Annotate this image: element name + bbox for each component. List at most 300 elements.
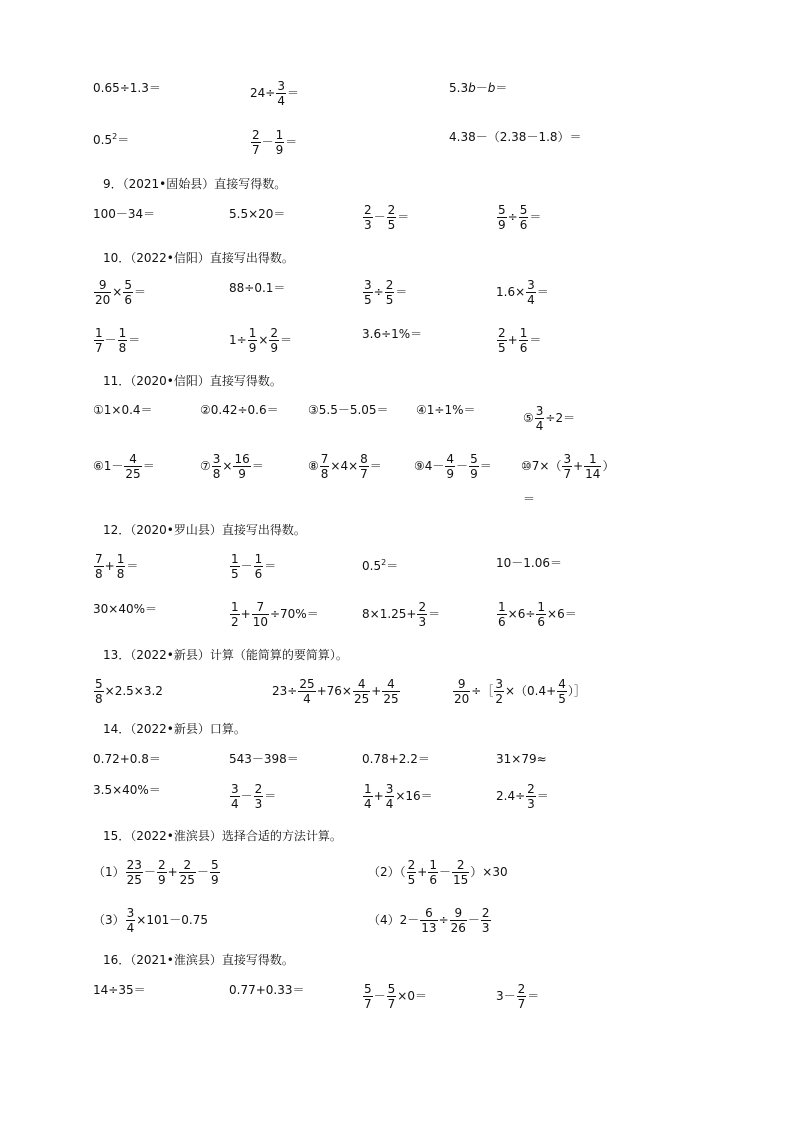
expression-text: ÷70%＝ bbox=[269, 607, 319, 621]
fraction bbox=[481, 906, 491, 935]
expression-text: － bbox=[240, 789, 253, 803]
fraction-denominator: 9 bbox=[470, 467, 478, 481]
expression-text: － bbox=[438, 865, 451, 879]
expression-text: － bbox=[240, 559, 253, 573]
fraction bbox=[557, 677, 567, 706]
expr-12f bbox=[229, 600, 319, 629]
expression-text: ×（0.4+ bbox=[504, 684, 557, 698]
fraction bbox=[124, 452, 141, 481]
expression-text: + bbox=[507, 333, 518, 347]
question-11-heading: 11．（2020•信阳）直接写得数。 bbox=[103, 374, 282, 388]
expression-text: + bbox=[240, 607, 251, 621]
fraction-denominator: 8 bbox=[95, 692, 103, 706]
fraction-denominator: 2 bbox=[231, 615, 239, 629]
fraction bbox=[382, 677, 399, 706]
fraction-numerator: 3 bbox=[535, 404, 544, 418]
question-15-heading: 15．（2022•淮滨县）选择合适的方法计算。 bbox=[103, 829, 342, 843]
fraction-numerator: 5 bbox=[210, 858, 219, 872]
fraction bbox=[252, 600, 269, 629]
fraction-denominator: 7 bbox=[517, 997, 526, 1011]
expression-text: 31×79≈ bbox=[496, 752, 547, 766]
fraction bbox=[519, 326, 529, 355]
expr-12c bbox=[362, 556, 398, 573]
expression-text: ⑧ bbox=[308, 459, 319, 473]
fraction-denominator: 9 bbox=[270, 341, 279, 355]
question-14-heading: 14．（2022•新县）口算。 bbox=[103, 722, 246, 736]
expression-text: ②0.42÷0.6＝ bbox=[200, 403, 279, 417]
expression-text: ×4× bbox=[330, 459, 359, 473]
expression-text: ⑤ bbox=[523, 411, 534, 425]
expr-9d bbox=[496, 203, 541, 232]
fraction-numerator: 1 bbox=[116, 552, 125, 566]
fraction bbox=[94, 278, 111, 307]
expression-text: （1） bbox=[93, 865, 125, 879]
fraction-denominator: 5 bbox=[385, 293, 394, 307]
fraction-denominator: 6 bbox=[498, 615, 506, 629]
fraction-numerator: 4 bbox=[558, 677, 566, 691]
fraction bbox=[210, 858, 220, 887]
fraction-numerator: 1 bbox=[95, 326, 103, 340]
expression-text: ×2.5×3.2 bbox=[104, 684, 163, 698]
fraction bbox=[450, 906, 467, 935]
fraction-numerator: 9 bbox=[453, 677, 470, 692]
fraction-numerator: 2 bbox=[407, 858, 416, 872]
expression-text: （2）（ bbox=[368, 865, 406, 879]
expr-10e bbox=[93, 326, 140, 355]
fraction bbox=[526, 782, 536, 811]
expression-text: 0.78+2.2＝ bbox=[362, 752, 430, 766]
expression-text: × bbox=[258, 333, 269, 347]
fraction-denominator: 7 bbox=[387, 997, 396, 1011]
expression-text: － bbox=[475, 81, 488, 95]
fraction-numerator: 2 bbox=[270, 326, 279, 340]
expr-11d bbox=[416, 403, 476, 417]
fraction-numerator: 4 bbox=[446, 452, 455, 466]
expression-text: ÷ bbox=[507, 210, 518, 224]
expr-14f bbox=[229, 782, 276, 811]
fraction-denominator: 7 bbox=[95, 341, 103, 355]
fraction-denominator: 25 bbox=[383, 692, 399, 706]
expression-text: ＝ bbox=[479, 459, 492, 473]
expr-11j-equals bbox=[523, 492, 535, 506]
fraction bbox=[359, 452, 369, 481]
expr-11j bbox=[521, 452, 614, 481]
fraction-denominator: 4 bbox=[535, 419, 544, 433]
fraction bbox=[526, 278, 536, 307]
expression-text: + bbox=[417, 865, 428, 879]
fraction-numerator: 1 bbox=[254, 552, 263, 566]
fraction bbox=[445, 452, 455, 481]
expr-top-1a bbox=[93, 81, 161, 95]
expr-14a bbox=[93, 752, 161, 766]
fraction-denominator: 14 bbox=[585, 467, 601, 481]
fraction-denominator: 15 bbox=[453, 873, 469, 887]
question-13-heading: 13．（2022•新县）计算（能简算的要简算）。 bbox=[103, 648, 348, 662]
expression-text: ＝ bbox=[142, 459, 155, 473]
fraction bbox=[363, 782, 373, 811]
fraction-denominator: 3 bbox=[527, 797, 535, 811]
expression-text: ⑩7×（ bbox=[521, 459, 562, 473]
fraction-denominator: 5 bbox=[387, 218, 396, 232]
expression-text: ＝ bbox=[285, 135, 298, 149]
fraction-numerator: 2 bbox=[157, 858, 166, 872]
fraction-denominator: 3 bbox=[364, 218, 372, 232]
question-12-heading: 12．（2020•罗山县）直接写出得数。 bbox=[103, 523, 306, 537]
fraction-numerator: 2 bbox=[364, 203, 372, 217]
expression-text: 1÷ bbox=[229, 333, 247, 347]
fraction-denominator: 5 bbox=[364, 293, 372, 307]
fraction-numerator: 1 bbox=[537, 600, 546, 614]
fraction-numerator: 1 bbox=[498, 600, 506, 614]
fraction-denominator: 7 bbox=[364, 997, 372, 1011]
fraction bbox=[385, 782, 395, 811]
expr-11e bbox=[523, 404, 575, 433]
fraction-denominator: 4 bbox=[277, 94, 285, 108]
expression-text: － bbox=[373, 989, 386, 1003]
fraction bbox=[363, 982, 373, 1011]
fraction-numerator: 1 bbox=[231, 552, 239, 566]
fraction-numerator: 5 bbox=[498, 203, 506, 217]
expression-text: +76× bbox=[316, 684, 352, 698]
fraction-numerator: 23 bbox=[126, 858, 142, 872]
fraction-denominator: 4 bbox=[231, 797, 239, 811]
fraction-numerator: 3 bbox=[231, 782, 239, 796]
fraction bbox=[428, 858, 438, 887]
expression-text: 1.6× bbox=[496, 285, 526, 299]
expression-text: － bbox=[261, 135, 274, 149]
expr-14c bbox=[362, 752, 430, 766]
expression-text: ）］ bbox=[567, 684, 586, 698]
expr-top-2b bbox=[250, 128, 297, 157]
fraction-denominator: 3 bbox=[254, 797, 263, 811]
expression-text: ÷ bbox=[438, 913, 449, 927]
fraction bbox=[363, 278, 373, 307]
fraction-numerator: 3 bbox=[126, 906, 135, 920]
fraction-denominator: 4 bbox=[126, 921, 135, 935]
expr-16a bbox=[93, 983, 146, 997]
expression-text: ÷2＝ bbox=[545, 411, 576, 425]
expr-14g bbox=[362, 782, 433, 811]
expression-text: 14÷35＝ bbox=[93, 983, 146, 997]
expression-text: ＝ bbox=[428, 607, 441, 621]
expr-12h bbox=[496, 600, 577, 629]
expr-13b bbox=[272, 677, 401, 706]
expr-top-2a bbox=[93, 130, 129, 147]
fraction bbox=[275, 128, 285, 157]
fraction-numerator: 3 bbox=[495, 677, 503, 691]
fraction-denominator: 9 bbox=[446, 467, 455, 481]
fraction-denominator: 2 bbox=[495, 692, 503, 706]
expression-text: － bbox=[196, 865, 209, 879]
expression-text: ＝ bbox=[397, 210, 410, 224]
fraction-numerator: 5 bbox=[124, 278, 132, 292]
fraction-denominator: 9 bbox=[157, 873, 166, 887]
fraction bbox=[118, 326, 128, 355]
expression-text: 88÷0.1＝ bbox=[229, 281, 286, 295]
expr-16c bbox=[362, 982, 427, 1011]
expr-9a bbox=[93, 207, 155, 221]
expression-text: × bbox=[112, 285, 123, 299]
expression-text: 0.65÷1.3＝ bbox=[93, 81, 161, 95]
fraction bbox=[269, 326, 279, 355]
expr-11c bbox=[308, 403, 389, 417]
expression-text: 0.77+0.33＝ bbox=[229, 983, 305, 997]
fraction bbox=[94, 552, 104, 581]
fraction bbox=[536, 600, 546, 629]
expression-text: ）×30 bbox=[470, 865, 508, 879]
fraction bbox=[126, 906, 136, 935]
expression-text: 24÷ bbox=[250, 86, 276, 100]
expression-text: + bbox=[104, 559, 115, 573]
fraction-denominator: 3 bbox=[418, 615, 427, 629]
fraction bbox=[212, 452, 222, 481]
expr-10b bbox=[229, 281, 285, 295]
fraction bbox=[420, 906, 437, 935]
expression-text: ÷ bbox=[373, 285, 384, 299]
fraction-denominator: 4 bbox=[385, 797, 394, 811]
expr-14h bbox=[496, 782, 549, 811]
expr-11i bbox=[414, 452, 492, 481]
fraction bbox=[94, 326, 104, 355]
fraction bbox=[562, 452, 572, 481]
fraction-numerator: 2 bbox=[179, 858, 196, 873]
fraction bbox=[517, 982, 527, 1011]
fraction-denominator: 9 bbox=[238, 467, 246, 481]
fraction bbox=[276, 79, 286, 108]
fraction bbox=[123, 278, 133, 307]
fraction-denominator: 4 bbox=[364, 797, 372, 811]
expression-text: ×101－0.75 bbox=[136, 913, 208, 927]
expression-text: 0.5 bbox=[362, 559, 382, 573]
expression-text: － bbox=[467, 913, 480, 927]
expression-text: － bbox=[373, 210, 386, 224]
fraction bbox=[453, 677, 470, 706]
fraction-denominator: 25 bbox=[354, 692, 370, 706]
fraction bbox=[230, 782, 240, 811]
expression-text: + bbox=[373, 789, 384, 803]
fraction-numerator: 3 bbox=[212, 452, 221, 466]
fraction bbox=[116, 552, 126, 581]
fraction-numerator: 2 bbox=[498, 326, 506, 340]
expr-9c bbox=[362, 203, 409, 232]
fraction-numerator: 2 bbox=[385, 278, 394, 292]
expression-text: ＝ bbox=[369, 459, 382, 473]
fraction bbox=[387, 203, 397, 232]
fraction-denominator: 6 bbox=[537, 615, 546, 629]
expr-11b bbox=[200, 403, 279, 417]
expr-12g bbox=[362, 600, 440, 629]
expression-text: ×0＝ bbox=[397, 989, 427, 1003]
fraction-denominator: 7 bbox=[360, 467, 368, 481]
expression-text: ⑨4－ bbox=[414, 459, 445, 473]
expression-text: ＝ bbox=[126, 559, 139, 573]
expression-text: 3－ bbox=[496, 989, 516, 1003]
fraction-numerator: 7 bbox=[252, 600, 269, 615]
fraction-denominator: 8 bbox=[95, 567, 103, 581]
fraction bbox=[494, 677, 504, 706]
fraction-numerator: 3 bbox=[563, 452, 572, 466]
expr-16d bbox=[496, 982, 539, 1011]
fraction-denominator: 3 bbox=[481, 921, 490, 935]
expression-text: 5.3 bbox=[449, 81, 469, 95]
fraction-numerator: 2 bbox=[418, 600, 427, 614]
expression-text: ＝ bbox=[133, 285, 146, 299]
expression-text: 30×40%＝ bbox=[93, 602, 157, 616]
fraction bbox=[254, 782, 264, 811]
expression-text: （4）2－ bbox=[368, 913, 420, 927]
expr-14d bbox=[496, 752, 547, 766]
expression-text: （3） bbox=[93, 913, 125, 927]
fraction-denominator: 4 bbox=[527, 293, 535, 307]
fraction-denominator: 8 bbox=[212, 467, 221, 481]
expression-text: ÷［ bbox=[471, 684, 494, 698]
fraction bbox=[363, 203, 373, 232]
fraction bbox=[179, 858, 196, 887]
fraction bbox=[298, 677, 315, 706]
fraction-denominator: 25 bbox=[125, 467, 141, 481]
fraction bbox=[248, 326, 258, 355]
expression-text: 2 bbox=[112, 132, 118, 141]
expression-text: 0.5 bbox=[93, 133, 113, 147]
fraction-numerator: 5 bbox=[95, 677, 103, 691]
expression-text: 543－398＝ bbox=[229, 752, 299, 766]
expression-text: ④1÷1%＝ bbox=[416, 403, 476, 417]
fraction bbox=[497, 203, 507, 232]
expr-top-1c bbox=[449, 81, 507, 95]
fraction bbox=[535, 404, 545, 433]
expression-text: 23÷ bbox=[272, 684, 298, 698]
expression-text: ＝ bbox=[117, 133, 130, 147]
fraction-numerator: 3 bbox=[364, 278, 372, 292]
expression-text: 0.72+0.8＝ bbox=[93, 752, 161, 766]
expression-text: 3.6÷1%＝ bbox=[362, 327, 423, 341]
fraction-denominator: 20 bbox=[454, 692, 470, 706]
fraction-denominator: 25 bbox=[126, 873, 142, 887]
expr-15b bbox=[368, 858, 508, 887]
fraction bbox=[519, 203, 529, 232]
fraction-denominator: 8 bbox=[116, 567, 125, 581]
expr-13c bbox=[452, 677, 586, 706]
expression-text: ＝ bbox=[529, 333, 542, 347]
fraction-numerator: 4 bbox=[124, 452, 141, 467]
fraction bbox=[230, 600, 240, 629]
expr-top-1b bbox=[250, 79, 299, 108]
fraction bbox=[94, 677, 104, 706]
fraction-numerator: 4 bbox=[353, 677, 370, 692]
expression-text: 4.38－（2.38－1.8）＝ bbox=[449, 130, 582, 144]
fraction bbox=[251, 128, 261, 157]
expression-text: 2.4÷ bbox=[496, 789, 526, 803]
fraction-numerator: 9 bbox=[450, 906, 467, 921]
fraction bbox=[233, 452, 250, 481]
fraction-denominator: 9 bbox=[210, 873, 219, 887]
fraction-denominator: 7 bbox=[252, 143, 260, 157]
fraction-denominator: 5 bbox=[407, 873, 416, 887]
expr-11g bbox=[200, 452, 264, 481]
expression-text: b bbox=[468, 81, 476, 95]
expression-text: ＝ bbox=[536, 789, 549, 803]
expression-text: ⑥1－ bbox=[93, 459, 124, 473]
expr-15a bbox=[93, 858, 221, 887]
expression-text: ＝ bbox=[495, 81, 508, 95]
expression-text: － bbox=[104, 333, 117, 347]
fraction-numerator: 2 bbox=[452, 858, 469, 873]
fraction-numerator: 25 bbox=[299, 677, 315, 691]
expression-text: 5.5×20＝ bbox=[229, 207, 286, 221]
fraction bbox=[452, 858, 469, 887]
fraction-numerator: 1 bbox=[248, 326, 257, 340]
fraction-denominator: 9 bbox=[275, 143, 284, 157]
expr-15d bbox=[368, 906, 492, 935]
fraction-numerator: 1 bbox=[584, 452, 601, 467]
fraction-denominator: 25 bbox=[179, 873, 195, 887]
expression-text: ＝ bbox=[523, 492, 536, 506]
fraction bbox=[469, 452, 479, 481]
expression-text: ） bbox=[602, 459, 615, 473]
fraction-denominator: 13 bbox=[421, 921, 437, 935]
expr-14b bbox=[229, 752, 299, 766]
expression-text: ＝ bbox=[529, 210, 542, 224]
expression-text: ①1×0.4＝ bbox=[93, 403, 153, 417]
fraction-denominator: 6 bbox=[124, 293, 132, 307]
expr-10f bbox=[229, 326, 292, 355]
fraction bbox=[417, 600, 427, 629]
fraction-numerator: 1 bbox=[519, 326, 528, 340]
expression-text: ＝ bbox=[264, 789, 277, 803]
fraction bbox=[353, 677, 370, 706]
fraction-numerator: 9 bbox=[94, 278, 111, 293]
question-16-heading: 16．（2021•淮滨县）直接写得数。 bbox=[103, 953, 294, 967]
fraction-numerator: 1 bbox=[364, 782, 372, 796]
expression-text: － bbox=[456, 459, 469, 473]
fraction-numerator: 1 bbox=[275, 128, 284, 142]
question-9-heading: 9．（2021•固始县）直接写得数。 bbox=[103, 177, 287, 191]
expression-text: 100－34＝ bbox=[93, 207, 156, 221]
fraction bbox=[387, 982, 397, 1011]
expression-text: ＝ bbox=[386, 559, 399, 573]
fraction-numerator: 1 bbox=[429, 858, 437, 872]
fraction-numerator: 2 bbox=[517, 982, 526, 996]
expr-10c bbox=[362, 278, 407, 307]
fraction-numerator: 2 bbox=[387, 203, 396, 217]
expression-text: ×6÷ bbox=[507, 607, 536, 621]
expression-text: ＝ bbox=[536, 285, 549, 299]
fraction-numerator: 2 bbox=[252, 128, 260, 142]
fraction-denominator: 6 bbox=[519, 341, 528, 355]
expression-text: ③5.5－5.05＝ bbox=[308, 403, 389, 417]
fraction-denominator: 4 bbox=[303, 692, 311, 706]
question-10-heading: 10．（2022•信阳）直接写出得数。 bbox=[103, 251, 294, 265]
fraction-numerator: 5 bbox=[470, 452, 478, 466]
fraction-denominator: 7 bbox=[563, 467, 572, 481]
fraction-numerator: 2 bbox=[481, 906, 490, 920]
fraction-denominator: 20 bbox=[95, 293, 111, 307]
expr-top-2c bbox=[449, 130, 582, 144]
fraction-numerator: 6 bbox=[420, 906, 437, 921]
expr-9b bbox=[229, 207, 285, 221]
fraction bbox=[407, 858, 417, 887]
fraction-denominator: 6 bbox=[429, 873, 437, 887]
fraction-numerator: 5 bbox=[387, 982, 396, 996]
expr-12e bbox=[93, 602, 157, 616]
expression-text: ＝ bbox=[280, 333, 293, 347]
expr-14e bbox=[93, 783, 161, 797]
expr-15c bbox=[93, 906, 208, 935]
expression-text: ＝ bbox=[128, 333, 141, 347]
expression-text: 8×1.25+ bbox=[362, 607, 417, 621]
fraction-numerator: 1 bbox=[118, 326, 127, 340]
fraction-numerator: 2 bbox=[254, 782, 263, 796]
